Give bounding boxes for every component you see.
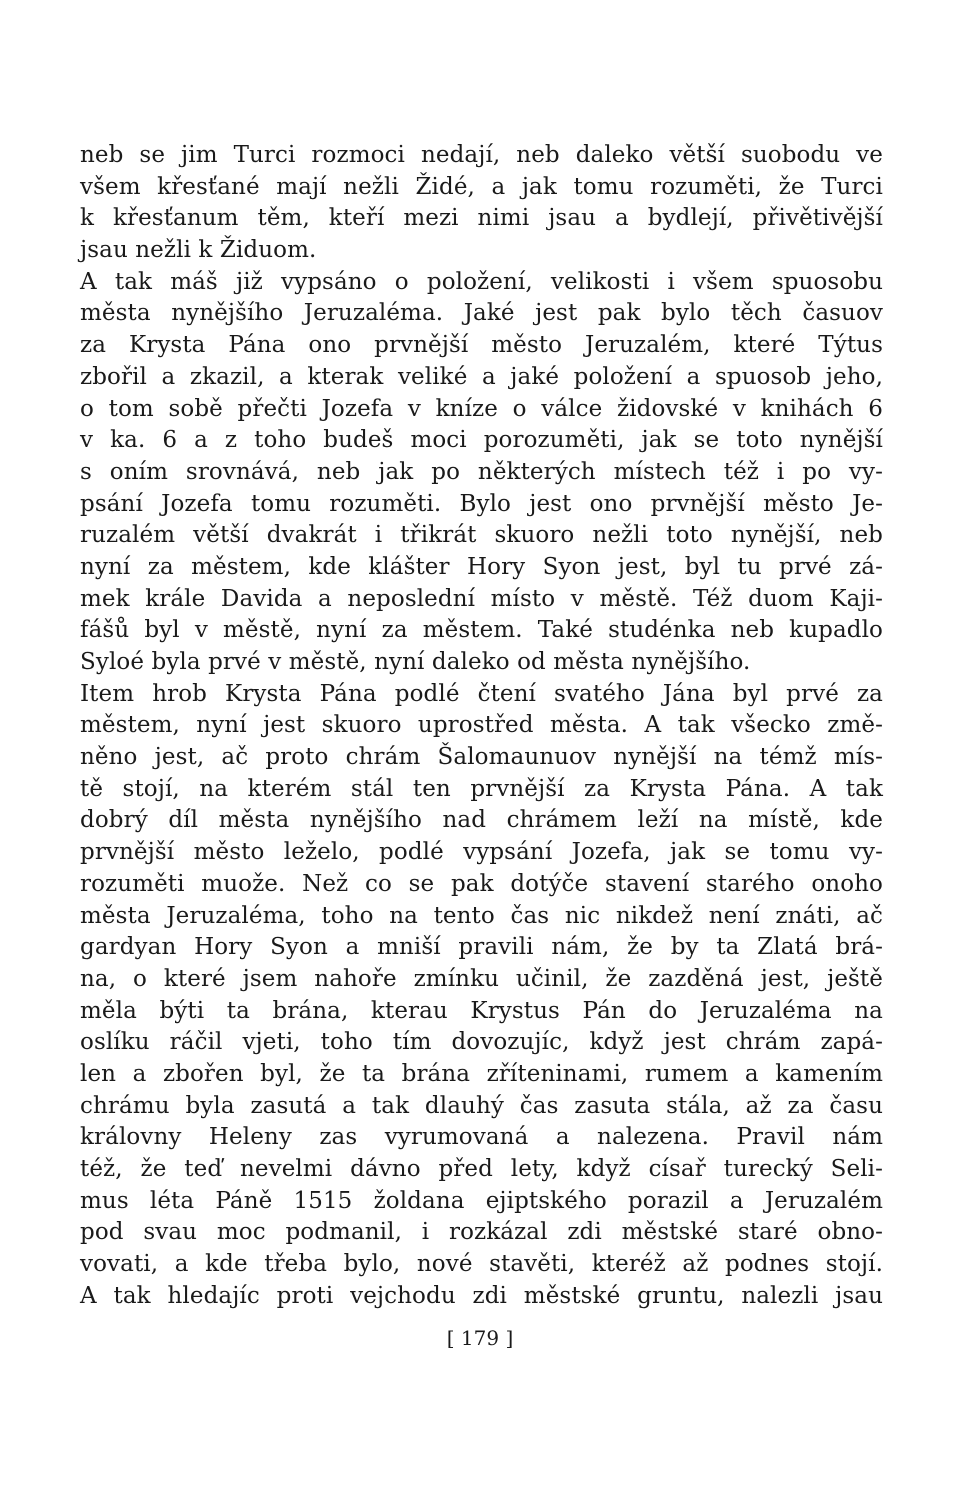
text-line: města Jeruzaléma, toho na tento čas nic nikdež není znáti, ač: [80, 902, 883, 929]
text-line: mus léta Páně 1515 žoldana ejiptského porazil a Jeruzalém: [80, 1187, 883, 1214]
text-line: městem, nyní jest skuoro uprostřed města. A tak všecko změ-: [80, 712, 883, 739]
body-text: [80, 140, 883, 1312]
text-line: len a zbořen byl, že ta brána zříteninami, rumem a kamením: [80, 1060, 883, 1087]
text-line: města nynějšího Jeruzaléma. Jaké jest pak bylo těch časuov: [80, 300, 883, 327]
text-line: oslíku ráčil vjeti, toho tím dovozujíc, když jest chrám zapá-: [80, 1029, 883, 1056]
text-line: měla býti ta brána, kterau Krystus Pán do Jeruzaléma na: [80, 997, 883, 1024]
text-line: s oním srovnává, neb jak po některých místech též i po vy-: [80, 458, 883, 485]
text-line: jsau nežli k Židuom.: [80, 237, 317, 264]
text-line: neb se jim Turci rozmoci nedají, neb daleko větší suobodu ve: [80, 142, 883, 168]
text-line: dobrý díl města nynějšího nad chrámem leží na místě, kde: [80, 807, 883, 834]
text-line: A tak máš již vypsáno o položení, velikosti i všem spuosobu: [80, 268, 883, 295]
text-line: k křesťanum těm, kteří mezi nimi jsau a bydlejí, přivětivější: [80, 205, 883, 232]
text-line: všem křesťané mají nežli Židé, a jak tomu rozuměti, že Turci: [80, 173, 883, 200]
text-line: chrámu byla zasutá a tak dlauhý čas zasuta stála, až za času: [80, 1092, 883, 1119]
text-line: fášů byl v městě, nyní za městem. Také studénka neb kupadlo: [80, 617, 883, 644]
text-line: něno jest, ač proto chrám Šalomaunuov nynější na témž mís-: [80, 744, 883, 771]
text-line: zbořil a zkazil, a kterak veliké a jaké položení a spuosob jeho,: [80, 363, 883, 390]
text-line: rozuměti muože. Než co se pak dotýče stavení starého onoho: [80, 870, 883, 897]
text-line: královny Heleny zas vyrumovaná a nalezena. Pravil nám: [80, 1124, 883, 1151]
text-line: za Krysta Pána ono prvnější město Jeruzalém, které Týtus: [80, 332, 883, 359]
text-line: prvnější město leželo, podlé vypsání Jozefa, jak se tomu vy-: [80, 839, 883, 866]
text-line: tě stojí, na kterém stál ten prvnější za Krysta Pána. A tak: [80, 775, 883, 802]
text-line: mek krále Davida a neposlední místo v městě. Též duom Kaji-: [80, 585, 883, 612]
text-line: v ka. 6 a z toho budeš moci porozuměti, jak se toto nynější: [80, 427, 883, 454]
text-line: na, o které jsem nahoře zmínku učinil, že zazděná jest, ještě: [80, 965, 883, 992]
text-line: A tak hledajíc proti vejchodu zdi městské gruntu, nalezli jsau: [80, 1282, 883, 1309]
text-line: pod svau moc podmanil, i rozkázal zdi městské staré obno-: [80, 1219, 883, 1246]
page-number: [ 179 ]: [446, 1326, 514, 1350]
text-line: psání Jozefa tomu rozuměti. Bylo jest ono prvnější město Je-: [80, 490, 883, 517]
text-line: též, že teď nevelmi dávno před lety, když císař turecký Seli-: [80, 1156, 883, 1182]
text-line: Syloé byla prvé v městě, nyní daleko od města nynějšího.: [80, 649, 751, 675]
text-line: o tom sobě přečti Jozefa v kníze o válce židovské v knihách 6: [80, 395, 883, 422]
text-line: ruzalém větší dvakrát i třikrát skuoro nežli toto nynější, neb: [80, 522, 883, 549]
text-line: vovati, a kde třeba bylo, nové stavěti, kteréž až podnes stojí.: [80, 1251, 883, 1278]
text-line: Item hrob Krysta Pána podlé čtení svatého Jána byl prvé za: [80, 680, 883, 707]
text-line: nyní za městem, kde klášter Hory Syon jest, byl tu prvé zá-: [80, 553, 883, 580]
text-line: gardyan Hory Syon a mniší pravili nám, že by ta Zlatá brá-: [80, 934, 883, 961]
